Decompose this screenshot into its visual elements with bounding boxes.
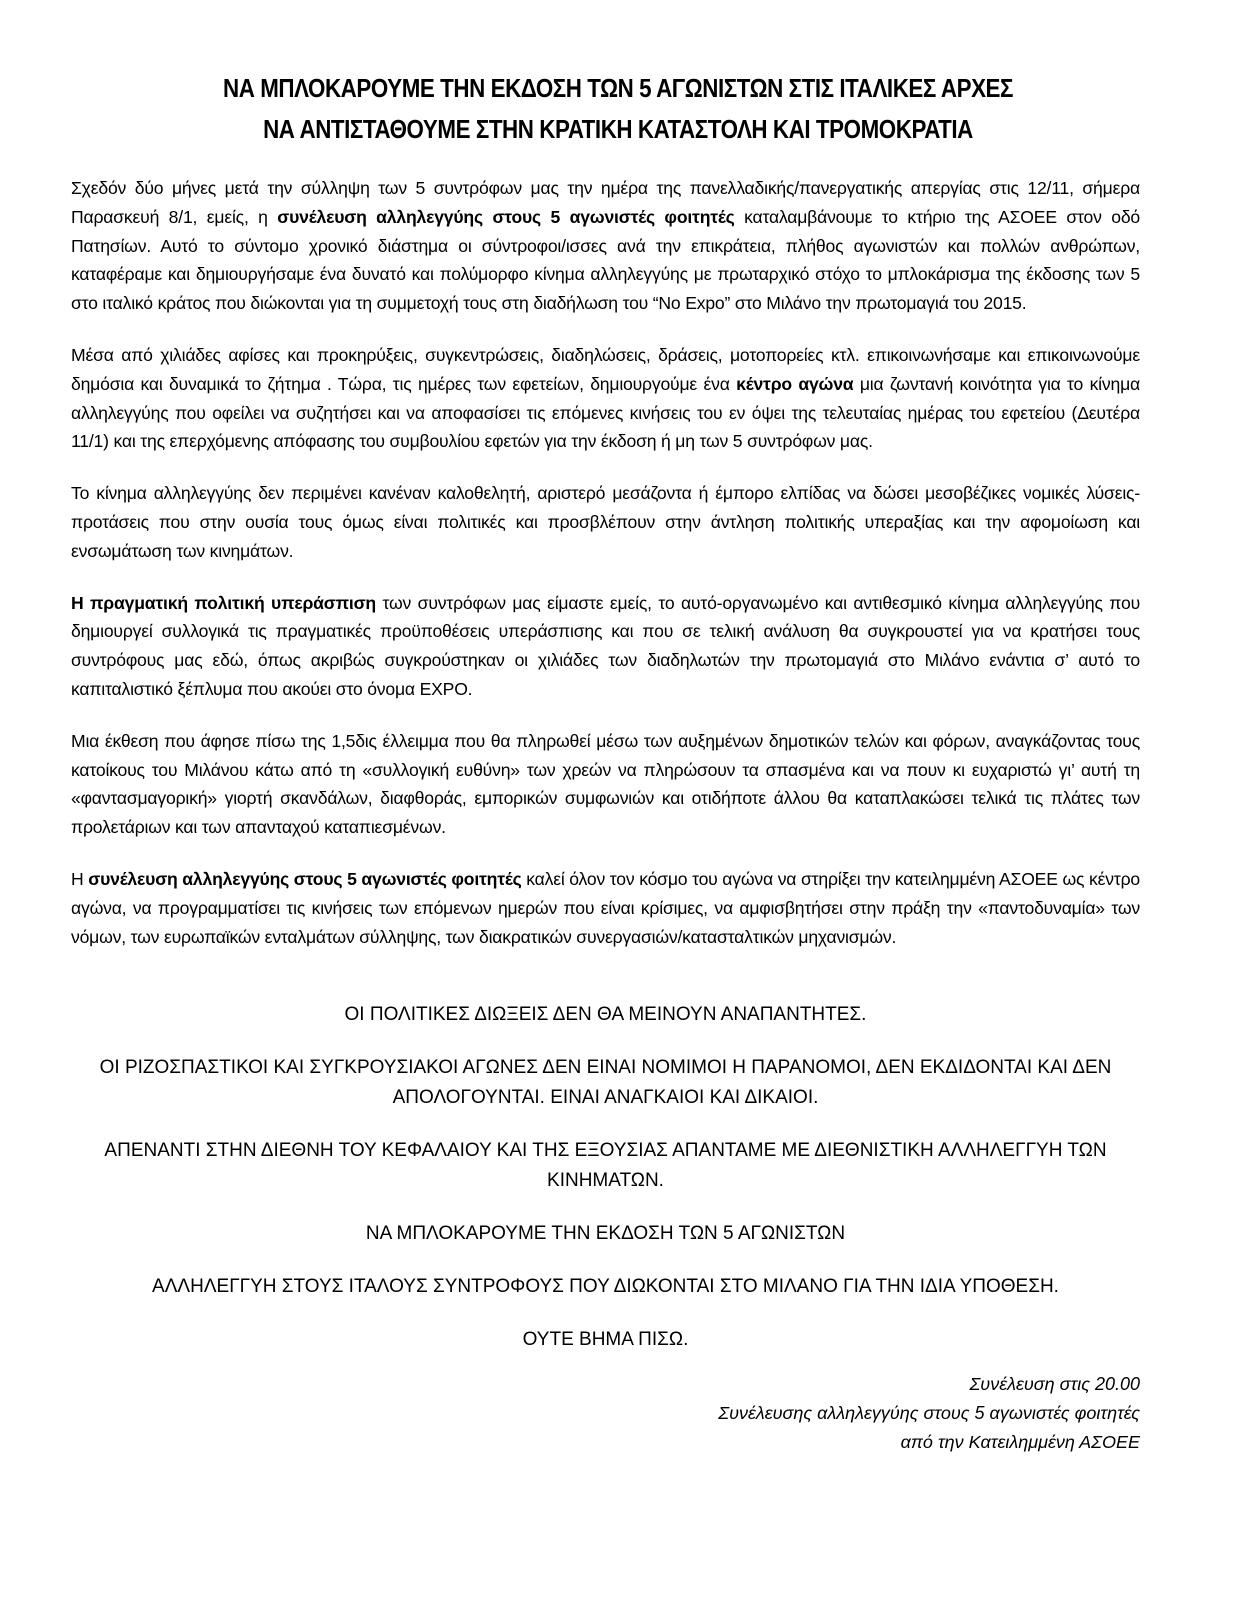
paragraph-4 [71,589,1140,704]
paragraph-6-text-c: καλεί όλον τον κόσμο του αγώνα να στηρίξει την κατειλημμένη ΑΣΟΕΕ ως κέντρο αγώνα, να προγραμματίσει τις κινήσεις των επόμενων ημερών που είναι κρίσιμες, να αμφισβητήσει στην πράξη την «παντοδυναμία» των νόμων, των ευρωπαϊκών ενταλμάτων σύλληψης, των διακρατικών συνεργασιών/κατασταλτικών μηχανισμών. [71,868,1140,947]
paragraph-2-text-c: μια ζωντανή κοινότητα για το κίνημα αλληλεγγύης που οφείλει να συζητήσει και να αποφασίσει τις επόμενες κινήσεις του εν όψει της τελευταίας ημέρας του εφετείου (Δευτέρα 11/1) και της επερχόμενης απόφασης του συμβουλίου εφετών για την έκδοση ή μη των 5 συντρόφων μας. [71,373,1140,452]
paragraph-2 [71,341,1140,456]
paragraph-6 [71,865,1140,951]
signature-line-1: Συνέλευση στις 20.00 [969,1374,1140,1394]
signature-block [718,1370,1140,1457]
slogan-2: ΟΙ ΡΙΖΟΣΠΑΣΤΙΚΟΙ ΚΑΙ ΣΥΓΚΡΟΥΣΙΑΚΟΙ ΑΓΩΝΕΣ ΔΕΝ ΕΙΝΑΙ ΝΟΜΙΜΟΙ Η ΠΑΡΑΝΟΜΟΙ, ΔΕΝ ΕΚΔΙΔΟΝΤΑΙ ΚΑΙ ΔΕΝ ΑΠΟΛΟΓΟΥΝΤΑΙ. ΕΙΝΑΙ ΑΝΑΓΚΑΙΟΙ ΚΑΙ ΔΙΚΑΙΟΙ. [99,1057,1112,1108]
slogan-6: ΟΥΤΕ ΒΗΜΑ ΠΙΣΩ. [522,1329,689,1350]
page-title [138,68,1098,150]
paragraph-6-bold: συνέλευση αλληλεγγύης στους 5 αγωνιστές φοιτητές [88,868,522,889]
signature-line-2: Συνέλευσης αλληλεγγύης στους 5 αγωνιστές φοιτητές [718,1403,1140,1423]
paragraph-5: Μια έκθεση που άφησε πίσω της 1,5δις έλλειμμα που θα πληρωθεί μέσω των αυξημένων δημοτικών τελών και φόρων, αναγκάζοντας τους κατοίκους του Μιλάνου κάτω από τη «συλλογική ευθύνη» των χρεών να πληρώσουν τα σπασμένα και να πουν κι ευχαριστώ γι’ αυτή τη «φαντασμαγορική» γιορτή σκανδάλων, διαφθοράς, εμπορικών συμφωνιών και οτιδήποτε άλλου θα καταπλακώσει τελικά τις πλάτες των προλετάριων και των απανταχού καταπιεσμένων. [71,730,1140,838]
paragraph-4-text-c: των συντρόφων μας είμαστε εμείς, το αυτό-οργανωμένο και αντιθεσμικό κίνημα αλληλεγγύης που δημιουργεί συλλογικά τις πραγματικές προϋποθέσεις υπεράσπισης και που σε τελική ανάλυση θα συγκρουστεί για να κρατήσει τους συντρόφους μας εδώ, όπως ακριβώς συγκρούστηκαν οι χιλιάδες των διαδηλωτών την πρωτομαγιά στο Μιλάνο ενάντια σ’ αυτό το καπιταλιστικό ξέπλυμα που ακούει στο όνομα EXPO. [71,592,1140,699]
paragraph-1-text-c: καταλαμβάνουμε το κτήριο της ΑΣΟΕΕ στον οδό Πατησίων. Αυτό το σύντομο χρονικό διάστημα οι σύντροφοι/ισσες ανά την επικράτεια, πλήθος αγωνιστών και πολλών ανθρώπων, καταφέραμε και δημιουργήσαμε ένα δυνατό και πολύμορφο κίνημα αλληλεγγύης με πρωταρχικό στόχο το μπλοκάρισμα της έκδοσης των 5 στο ιταλικό κράτος που διώκονται για τη συμμετοχή τους στη διαδήλωση του “No Expo” στο Μιλάνο την πρωτομαγιά του 2015. [71,206,1140,314]
paragraph-3: Το κίνημα αλληλεγγύης δεν περιμένει κανέναν καλοθελητή, αριστερό μεσάζοντα ή έμπορο ελπίδας να δώσει μεσοβέζικες νομικές λύσεις-προτάσεις που στην ουσία τους όμως είναι πολιτικές και προσβλέπουν στην άντληση πολιτικής υπεραξίας και την αφομοίωση και ενσωμάτωση των κινημάτων. [71,483,1140,561]
slogan-3: ΑΠΕΝΑΝΤΙ ΣΤΗΝ ΔΙΕΘΝΗ ΤΟΥ ΚΕΦΑΛΑΙΟΥ ΚΑΙ ΤΗΣ ΕΞΟΥΣΙΑΣ ΑΠΑΝΤΑΜΕ ΜΕ ΔΙΕΘΝΙΣΤΙΚΗ ΑΛΛΗΛΕΓΓΥΗ ΤΩΝ ΚΙΝΗΜΑΤΩΝ. [104,1140,1107,1191]
title-line-1: ΝΑ ΜΠΛΟΚΑΡΟΥΜΕ ΤΗΝ ΕΚΔΟΣΗ ΤΩΝ 5 ΑΓΩΝΙΣΤΩΝ ΣΤΙΣ ΙΤΑΛΙΚΕΣ ΑΡΧΕΣ [222,73,1014,103]
body-text [71,174,1140,974]
paragraph-1-bold: συνέλευση αλληλεγγύης στους 5 αγωνιστές φοιτητές [277,206,735,227]
paragraph-2-bold: κέντρο αγώνα [736,373,854,394]
slogan-5: ΑΛΛΗΛΕΓΓΥΗ ΣΤΟΥΣ ΙΤΑΛΟΥΣ ΣΥΝΤΡΟΦΟΥΣ ΠΟΥ ΔΙΩΚΟΝΤΑΙ ΣΤΟ ΜΙΛΑΝΟ ΓΙΑ ΤΗΝ ΙΔΙΑ ΥΠΟΘΕΣΗ. [152,1276,1059,1297]
slogan-1: ΟΙ ΠΟΛΙΤΙΚΕΣ ΔΙΩΞΕΙΣ ΔΕΝ ΘΑ ΜΕΙΝΟΥΝ ΑΝΑΠΑΝΤΗΤΕΣ. [344,1004,867,1025]
paragraph-6-text-a: Η [71,868,89,889]
slogan-4: ΝΑ ΜΠΛΟΚΑΡΟΥΜΕ ΤΗΝ ΕΚΔΟΣΗ ΤΩΝ 5 ΑΓΩΝΙΣΤΩΝ [365,1223,846,1244]
paragraph-2-text-a: Μέσα από χιλιάδες αφίσες και προκηρύξεις, συγκεντρώσεις, διαδηλώσεις, δράσεις, μοτοπορείες κτλ. επικοινωνήσαμε και επικοινωνούμε δημόσια και δυναμικά το ζήτημα . Τώρα, τις ημέρες των εφετείων, δημιουργούμε ένα [71,344,1140,394]
title-line-2: ΝΑ ΑΝΤΙΣΤΑΘΟΥΜΕ ΣΤΗΝ ΚΡΑΤΙΚΗ ΚΑΤΑΣΤΟΛΗ ΚΑΙ ΤΡΟΜΟΚΡΑΤΙΑ [263,114,973,144]
paragraph-1-text-a: Σχεδόν δύο μήνες μετά την σύλληψη των 5 συντρόφων μας την ημέρα της πανελλαδικής/πανεργατικής απεργίας στις 12/11, σήμερα Παρασκευή 8/1, εμείς, η [71,178,1140,227]
paragraph-4-bold: Η πραγματική πολιτική υπεράσπιση [71,592,376,613]
signature-line-3: από την Κατειλημμένη ΑΣΟΕΕ [900,1432,1140,1452]
paragraph-1 [71,174,1140,318]
slogans-block [71,1000,1140,1378]
